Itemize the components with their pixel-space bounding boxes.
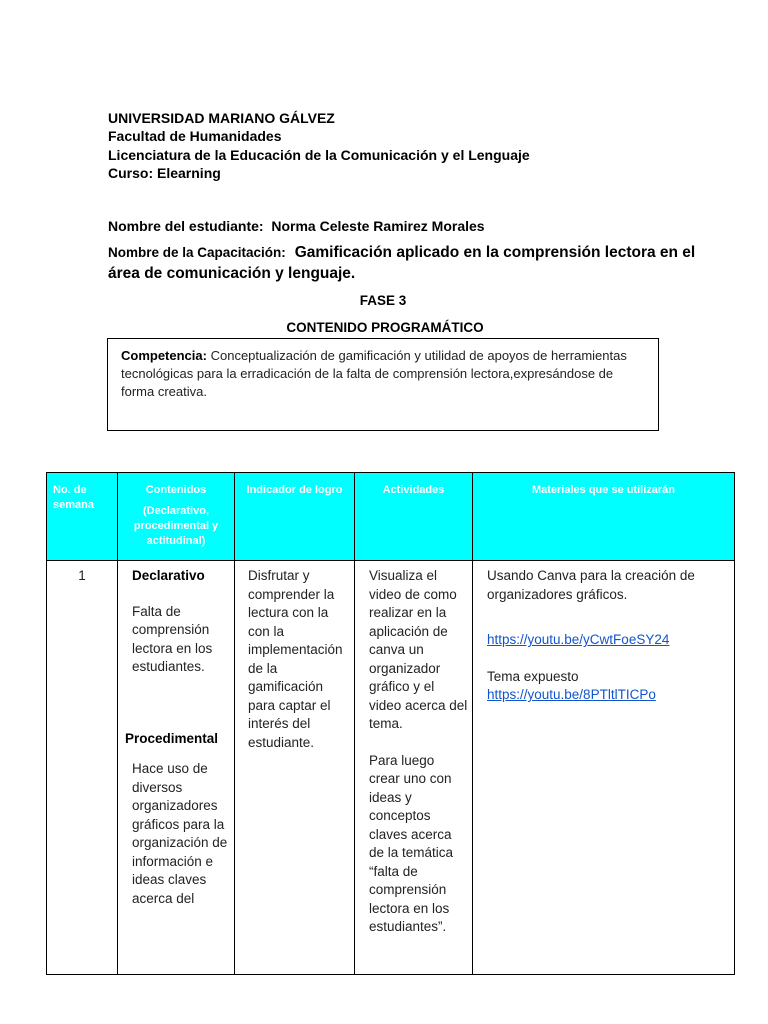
header-semana-text: No. de semana [53,484,94,511]
header-actividades-text: Actividades [382,484,445,496]
cell-materiales [473,561,735,975]
actividades-text-1: Visualiza el video de como realizar en la aplicación de canva un organizador gráfico y el video acerca del tema. [369,568,468,731]
table-header-row [47,473,735,561]
materiales-link-2[interactable]: https://youtu.be/8PTltlTICPo [487,687,656,702]
header-indicador-text: Indicador de logro [246,484,343,496]
competencia-box [107,338,659,431]
cell-semana: 1 [47,561,118,975]
table-row [47,561,735,975]
header-materiales-text: Materiales que se utilizarán [531,484,676,496]
training-line [108,242,728,284]
procedimental-label: Procedimental [125,730,219,746]
actividades-text-2: Para luego crear uno con ideas y conceptos claves acerca de la temática “falta de comprensión lectora en los estudiantes”. [369,752,454,934]
declarativo-text: Falta de comprensión lectora en los estudiantes. [132,603,213,674]
faculty-name: Facultad de Humanidades [108,128,282,144]
cell-contenidos [118,561,235,975]
phase-title [0,293,768,308]
section-title [0,320,768,335]
phase-text: FASE 3 [359,293,407,308]
materiales-text-2: Tema expuesto [487,668,579,684]
student-line [108,217,485,235]
degree-name: Licenciatura de la Educación de la Comunicación y el Lenguaje [108,147,530,163]
section-text: CONTENIDO PROGRAMÁTICO [286,320,484,335]
cell-actividades [355,561,473,975]
course-name: Curso: Elearning [108,165,221,181]
materiales-link-1[interactable]: https://youtu.be/yCwtFoeSY24 [487,632,670,647]
header-contenidos-text: Contenidos [145,484,207,496]
header-contenidos [118,473,235,561]
header-semana [47,473,118,561]
training-label: Nombre de la Capacitación: [108,245,286,260]
competencia-text: Conceptualización de gamificación y utilidad de apoyos de herramientas tecnológicas para la erradicación de la falta de comprensión lectora,expresándose de forma creativa. [121,348,627,399]
student-name: Norma Celeste Ramirez Morales [271,218,485,234]
program-table [46,472,735,975]
materiales-text-1: Usando Canva para la creación de organizadores gráficos. [487,568,695,602]
header-actividades [355,473,473,561]
header-contenidos-sub: (Declarativo, procedimental y actitudinal) [133,505,219,547]
training-title: Gamificación aplicado en la comprensión lectora en el área de comunicación y lenguaje. [108,244,696,282]
header-materiales [473,473,735,561]
header-indicador [235,473,355,561]
competencia-label: Competencia: [121,348,207,363]
student-label: Nombre del estudiante: [108,218,264,234]
university-name: UNIVERSIDAD MARIANO GÁLVEZ [108,110,335,126]
procedimental-text: Hace uso de diversos organizadores gráficos para la organización de información e ideas claves acerca del [132,761,228,906]
declarativo-label: Declarativo [132,568,205,583]
cell-indicador: Disfrutar y comprender la lectura con la con la implementación de la gamificación para captar el interés del estudiante. [235,561,355,975]
